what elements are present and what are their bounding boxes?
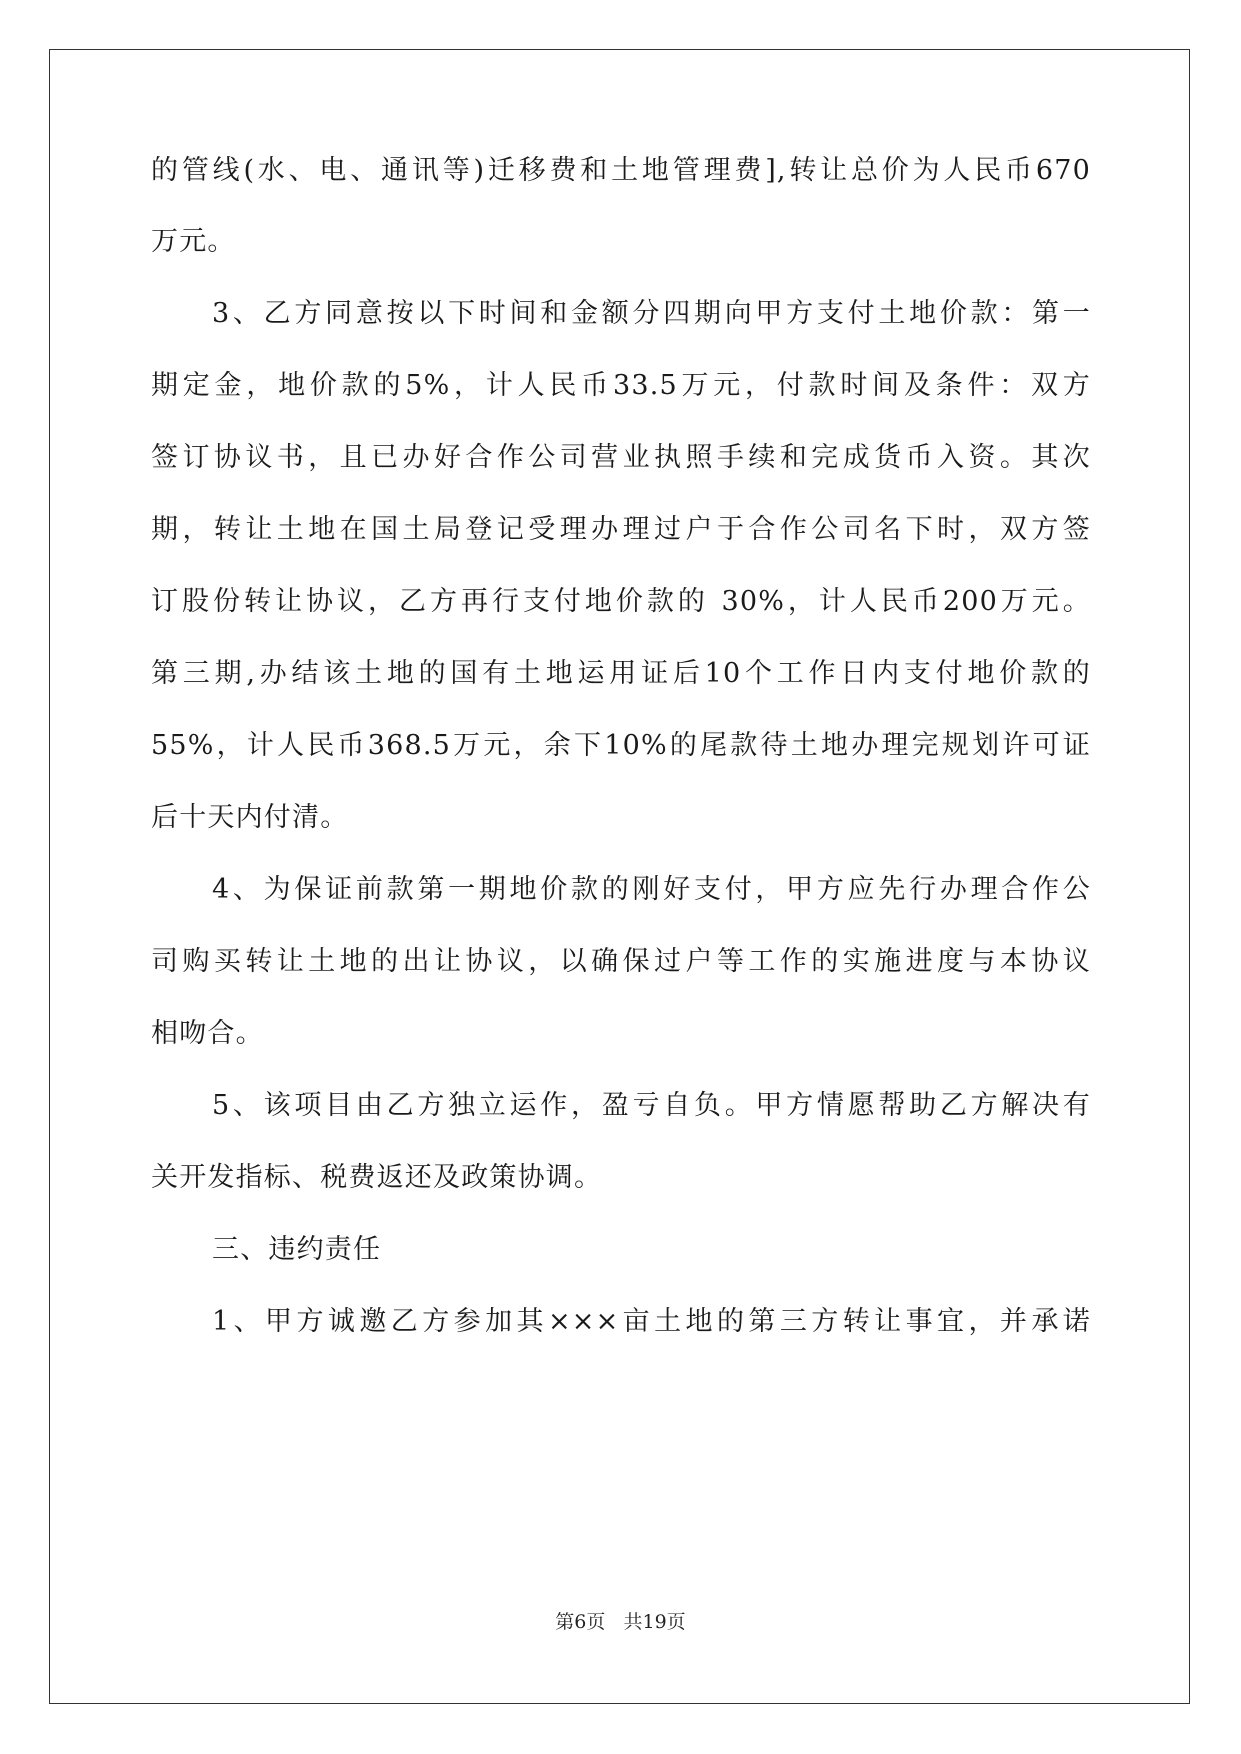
- body-text-line: 订股份转让协议，乙方再行支付地价款的 30%，计人民币200万元。: [151, 586, 1091, 617]
- body-text-line: 期定金，地价款的5%，计人民币33.5万元，付款时间及条件：双方: [151, 370, 1091, 401]
- section-heading: 三、违约责任: [212, 1234, 382, 1265]
- body-text-line: 司购买转让土地的出让协议，以确保过户等工作的实施进度与本协议: [151, 946, 1091, 977]
- body-text-line: 4、为保证前款第一期地价款的刚好支付，甲方应先行办理合作公: [212, 874, 1091, 905]
- body-text-line: 3、乙方同意按以下时间和金额分四期向甲方支付土地价款：第一: [212, 298, 1091, 329]
- body-text-line: 55%，计人民币368.5万元，余下10%的尾款待土地办理完规划许可证: [151, 730, 1091, 761]
- body-text-line: 第三期,办结该土地的国有土地运用证后10个工作日内支付地价款的: [151, 658, 1091, 689]
- body-text-line: 关开发指标、税费返还及政策协调。: [151, 1162, 603, 1193]
- body-text-line: 万元。: [151, 226, 236, 257]
- body-text-line: 后十天内付清。: [151, 802, 349, 833]
- page-number-footer: 第6页 共19页: [555, 1611, 686, 1633]
- body-text-line: 的管线(水、电、通讯等)迁移费和土地管理费],转让总价为人民币670: [151, 155, 1091, 186]
- body-text-line: 期，转让土地在国土局登记受理办理过户于合作公司名下时，双方签: [151, 514, 1091, 545]
- body-text-line: 1、甲方诚邀乙方参加其×××亩土地的第三方转让事宜，并承诺: [212, 1306, 1091, 1337]
- body-text-line: 相吻合。: [151, 1018, 264, 1049]
- body-text-line: 签订协议书，且已办好合作公司营业执照手续和完成货币入资。其次: [151, 442, 1091, 473]
- body-text-line: 5、该项目由乙方独立运作，盈亏自负。甲方情愿帮助乙方解决有: [212, 1090, 1091, 1121]
